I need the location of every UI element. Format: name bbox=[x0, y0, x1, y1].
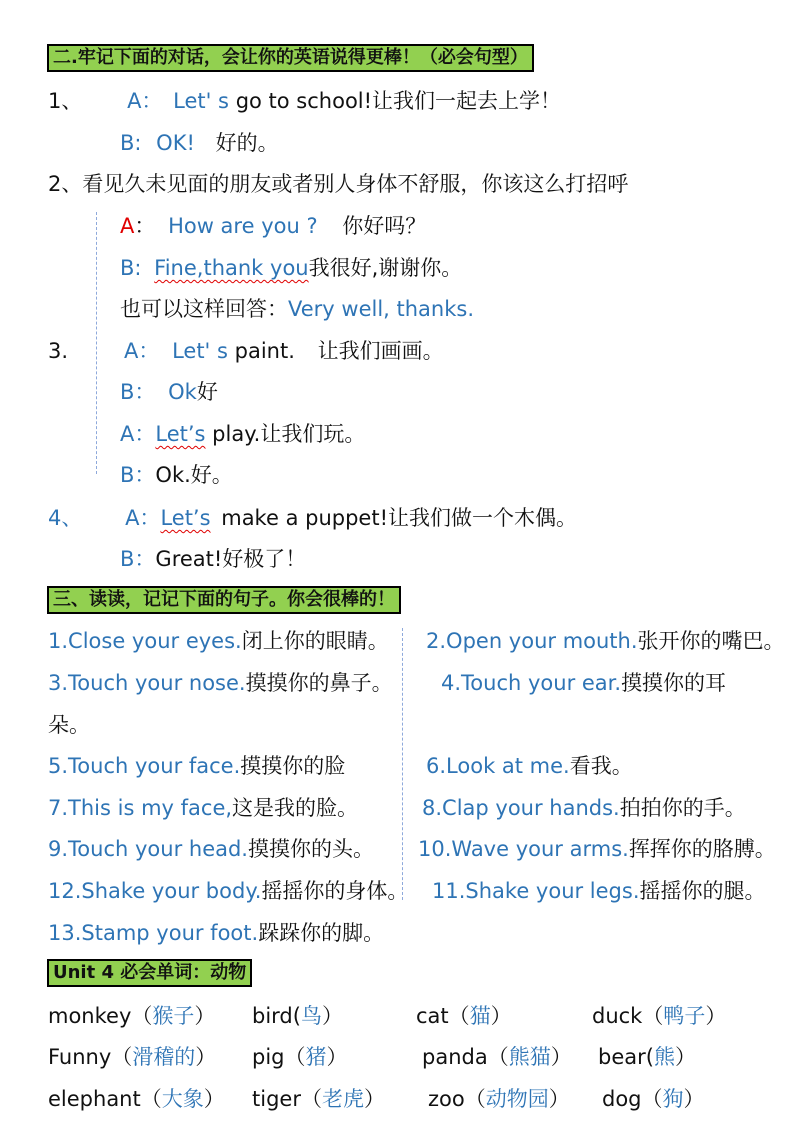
vocab-open-paren: （ bbox=[642, 1004, 664, 1028]
vocab-english: duck bbox=[592, 1004, 643, 1028]
vocab-chinese: 熊猫 bbox=[508, 1045, 551, 1069]
sentence-chinese: 摇摇你的身体。 bbox=[261, 879, 409, 903]
dialogue-3-b2-chinese: 好。 bbox=[190, 463, 233, 487]
speaker-b-label: B: bbox=[120, 131, 142, 155]
vocab-item bbox=[602, 1086, 705, 1112]
vocab-english: dog bbox=[602, 1087, 642, 1111]
dialogue-4-number: 4、 bbox=[48, 506, 83, 530]
unit4-header bbox=[47, 959, 252, 987]
sentence-english: 10.Wave your arms. bbox=[418, 837, 629, 861]
sentence-chinese: 拍拍你的手。 bbox=[619, 796, 746, 820]
vocab-item bbox=[598, 1044, 696, 1070]
vocab-close-paren: ） bbox=[203, 1087, 225, 1111]
vocab-chinese: 熊 bbox=[653, 1045, 675, 1069]
sentence-english: 8.Clap your hands. bbox=[422, 796, 620, 820]
dialogue-3-number: 3. bbox=[48, 339, 69, 363]
vocab-close-paren: ） bbox=[490, 1004, 512, 1028]
unit4-header-text: Unit 4 必会单词：动物 bbox=[53, 962, 247, 983]
vocab-item bbox=[422, 1044, 572, 1070]
vocab-chinese: 鸭子 bbox=[663, 1004, 706, 1028]
speaker-b-label: B： bbox=[120, 463, 156, 487]
vocab-chinese: 狗 bbox=[662, 1087, 684, 1111]
speaker-b-label: B： bbox=[120, 380, 156, 404]
vocab-open-paren: （ bbox=[131, 1004, 153, 1028]
sentence-english: 2.Open your mouth. bbox=[426, 629, 638, 653]
dialogue-3-a-english: paint. bbox=[234, 339, 295, 363]
vocab-open-paren: （ bbox=[487, 1045, 509, 1069]
sentence-chinese: 张开你的嘴巴。 bbox=[637, 629, 785, 653]
vocab-english: cat bbox=[416, 1004, 449, 1028]
vocab-close-paren: ） bbox=[326, 1045, 348, 1069]
sentence-chinese: 摸摸你的脸 bbox=[240, 754, 346, 778]
dialogue-4-a-english: make a puppet! bbox=[221, 506, 388, 530]
section3-header bbox=[47, 586, 401, 614]
dialogue-1-b-english: OK! bbox=[156, 131, 195, 155]
dialogue-4-b-english: Great! bbox=[155, 547, 223, 571]
sentence-english: 7.This is my face, bbox=[48, 796, 233, 820]
dialogue-4-b-line bbox=[120, 546, 306, 572]
vocab-english: panda bbox=[422, 1045, 488, 1069]
vocab-chinese: 猴子 bbox=[152, 1004, 195, 1028]
vocab-open-paren: （ bbox=[448, 1004, 470, 1028]
vocab-item bbox=[252, 1086, 385, 1112]
sentence-english: 6.Look at me. bbox=[426, 754, 570, 778]
sentence-chinese: 挥挥你的胳膊。 bbox=[628, 837, 776, 861]
section2-header bbox=[47, 44, 534, 72]
speaker-b-label: B： bbox=[120, 547, 156, 571]
vocab-chinese: 猪 bbox=[305, 1045, 327, 1069]
dialogue-2-b-chinese: 我很好,谢谢你。 bbox=[308, 256, 463, 280]
sentence-chinese: 跺跺你的脚。 bbox=[258, 921, 385, 945]
sentence-item bbox=[48, 753, 345, 779]
vocab-english: pig bbox=[252, 1045, 285, 1069]
dialogue-1-a-line bbox=[48, 88, 561, 114]
sentence-chinese: 朵。 bbox=[48, 713, 90, 737]
dialogue-3-b2-english: Ok. bbox=[155, 463, 191, 487]
dialogue-2-alt-line bbox=[120, 296, 474, 322]
dialogue-2-b-line bbox=[120, 255, 462, 281]
vocab-open-paren: （ bbox=[464, 1087, 486, 1111]
vocab-chinese: 滑稽的 bbox=[132, 1045, 196, 1069]
vocab-chinese: 大象 bbox=[161, 1087, 204, 1111]
vocab-open-paren: （ bbox=[284, 1045, 306, 1069]
dialogue-2-alt-chinese: 也可以这样回答： bbox=[120, 297, 288, 321]
sentence-item bbox=[48, 836, 374, 862]
vocab-item bbox=[48, 1044, 216, 1070]
sentence-english: 5.Touch your face. bbox=[48, 754, 241, 778]
sentence-item bbox=[48, 628, 389, 654]
dialogue-2-a-english: How are you ? bbox=[168, 214, 318, 238]
vocab-item bbox=[252, 1044, 348, 1070]
vocab-chinese: 动物园 bbox=[485, 1087, 549, 1111]
sentence-item bbox=[48, 670, 393, 696]
dialogue-4-b-chinese: 好极了！ bbox=[222, 547, 307, 571]
sentence-english: 13.Stamp your foot. bbox=[48, 921, 259, 945]
vocab-close-paren: ） bbox=[674, 1045, 696, 1069]
sentence-item bbox=[418, 836, 776, 862]
vocab-item bbox=[252, 1003, 343, 1029]
sentence-item bbox=[441, 670, 726, 696]
vocab-english: zoo bbox=[428, 1087, 465, 1111]
vocab-item bbox=[416, 1003, 512, 1029]
sentence-item bbox=[48, 795, 358, 821]
dialogue-3-b-chinese: 好 bbox=[196, 380, 218, 404]
vocab-english: elephant bbox=[48, 1087, 141, 1111]
sentence-chinese: 摇摇你的腿。 bbox=[639, 879, 766, 903]
dialogue-2-alt-english: Very well, thanks. bbox=[288, 297, 475, 321]
dialogue-3-a-line bbox=[124, 338, 444, 364]
vocab-close-paren: ） bbox=[194, 1004, 216, 1028]
vocab-item bbox=[428, 1086, 570, 1112]
dialogue-3-a-english-lets: Let' s bbox=[172, 339, 228, 363]
sentence-chinese: 摸摸你的鼻子。 bbox=[245, 671, 393, 695]
sentence-wrap bbox=[48, 712, 90, 738]
vocab-open-paren: （ bbox=[300, 1087, 322, 1111]
dialogue-1-number: 1、 bbox=[48, 89, 83, 113]
sentence-item bbox=[426, 628, 785, 654]
vocab-open-paren: （ bbox=[641, 1087, 663, 1111]
dialogue-1-b-chinese: 好的。 bbox=[215, 131, 279, 155]
vocab-chinese: 猫 bbox=[469, 1004, 491, 1028]
vocab-close-paren: ） bbox=[363, 1087, 385, 1111]
vocab-close-paren: ） bbox=[683, 1087, 705, 1111]
section2-header-text: 二.牢记下面的对话，会让你的英语说得更棒！（必会句型） bbox=[53, 47, 528, 68]
dialogue-3-a2-chinese: 让我们玩。 bbox=[260, 422, 366, 446]
dialogue-divider-line bbox=[96, 212, 97, 474]
vocab-english: tiger bbox=[252, 1087, 301, 1111]
sentence-english: 11.Shake your legs. bbox=[432, 879, 640, 903]
sentence-item bbox=[48, 920, 384, 946]
dialogue-1-a-english: go to school! bbox=[235, 89, 373, 113]
vocab-open-paren: ( bbox=[292, 1004, 301, 1028]
sentence-english: 3.Touch your nose. bbox=[48, 671, 246, 695]
sentence-chinese: 摸摸你的头。 bbox=[247, 837, 374, 861]
dialogue-3-b-line bbox=[120, 379, 218, 405]
vocab-open-paren: （ bbox=[111, 1045, 133, 1069]
vocab-close-paren: ） bbox=[195, 1045, 217, 1069]
speaker-a-label: A： bbox=[120, 422, 156, 446]
speaker-a-colon: ： bbox=[134, 214, 156, 238]
sentence-item bbox=[422, 795, 746, 821]
sentence-english: 9.Touch your head. bbox=[48, 837, 248, 861]
vocab-open-paren: ( bbox=[645, 1045, 654, 1069]
dialogue-4-a-english-lets: Let’s bbox=[160, 506, 211, 530]
vocab-close-paren: ） bbox=[321, 1004, 343, 1028]
vocab-close-paren: ） bbox=[705, 1004, 727, 1028]
speaker-a-label: A： bbox=[124, 339, 160, 363]
sentence-english: 4.Touch your ear. bbox=[441, 671, 622, 695]
dialogue-3-a2-line bbox=[120, 421, 365, 447]
dialogue-2-intro: 2、看见久未见面的朋友或者别人身体不舒服，你该这么打招呼 bbox=[48, 172, 629, 196]
dialogue-3-b2-line bbox=[120, 462, 233, 488]
dialogue-4-a-line bbox=[48, 505, 577, 531]
vocab-close-paren: ） bbox=[550, 1045, 572, 1069]
speaker-b-label: B: bbox=[120, 256, 142, 280]
sentence-chinese: 这是我的脸。 bbox=[232, 796, 359, 820]
dialogue-3-a2-english: play. bbox=[212, 422, 261, 446]
speaker-a-label: A： bbox=[127, 89, 163, 113]
vocab-english: Funny bbox=[48, 1045, 112, 1069]
dialogue-1-b-line bbox=[120, 130, 279, 156]
dialogue-3-a-chinese: 让我们画画。 bbox=[317, 339, 444, 363]
vocab-english: bear bbox=[598, 1045, 646, 1069]
dialogue-1-a-english-lets: Let' s bbox=[173, 89, 229, 113]
vocab-close-paren: ） bbox=[548, 1087, 570, 1111]
vocab-english: bird bbox=[252, 1004, 293, 1028]
dialogue-2-b-english: Fine,thank you bbox=[154, 256, 309, 280]
vocab-open-paren: （ bbox=[140, 1087, 162, 1111]
speaker-a-label: A： bbox=[125, 506, 161, 530]
column-divider-line bbox=[402, 628, 403, 900]
vocab-item bbox=[48, 1003, 215, 1029]
sentence-chinese: 看我。 bbox=[569, 754, 633, 778]
sentence-item bbox=[432, 878, 766, 904]
sentence-english: 12.Shake your body. bbox=[48, 879, 262, 903]
dialogue-4-a-chinese: 让我们做一个木偶。 bbox=[387, 506, 577, 530]
sentence-english: 1.Close your eyes. bbox=[48, 629, 242, 653]
vocab-chinese: 鸟 bbox=[300, 1004, 322, 1028]
dialogue-2-a-chinese: 你好吗？ bbox=[342, 214, 427, 238]
dialogue-3-a2-english-lets: Let’s bbox=[155, 422, 206, 446]
speaker-a-label: A bbox=[120, 214, 135, 238]
vocab-chinese: 老虎 bbox=[321, 1087, 364, 1111]
dialogue-2-a-line bbox=[120, 213, 426, 239]
vocab-english: monkey bbox=[48, 1004, 132, 1028]
dialogue-1-a-chinese: 让我们一起去上学！ bbox=[372, 89, 562, 113]
vocab-item bbox=[48, 1086, 225, 1112]
sentence-chinese: 闭上你的眼睛。 bbox=[241, 629, 389, 653]
section3-header-text: 三、读读，记记下面的句子。你会很棒的！ bbox=[53, 589, 395, 610]
sentence-chinese: 摸摸你的耳 bbox=[621, 671, 727, 695]
sentence-item bbox=[48, 878, 408, 904]
sentence-item bbox=[426, 753, 633, 779]
dialogue-3-b-english: Ok bbox=[168, 380, 197, 404]
vocab-item bbox=[592, 1003, 726, 1029]
